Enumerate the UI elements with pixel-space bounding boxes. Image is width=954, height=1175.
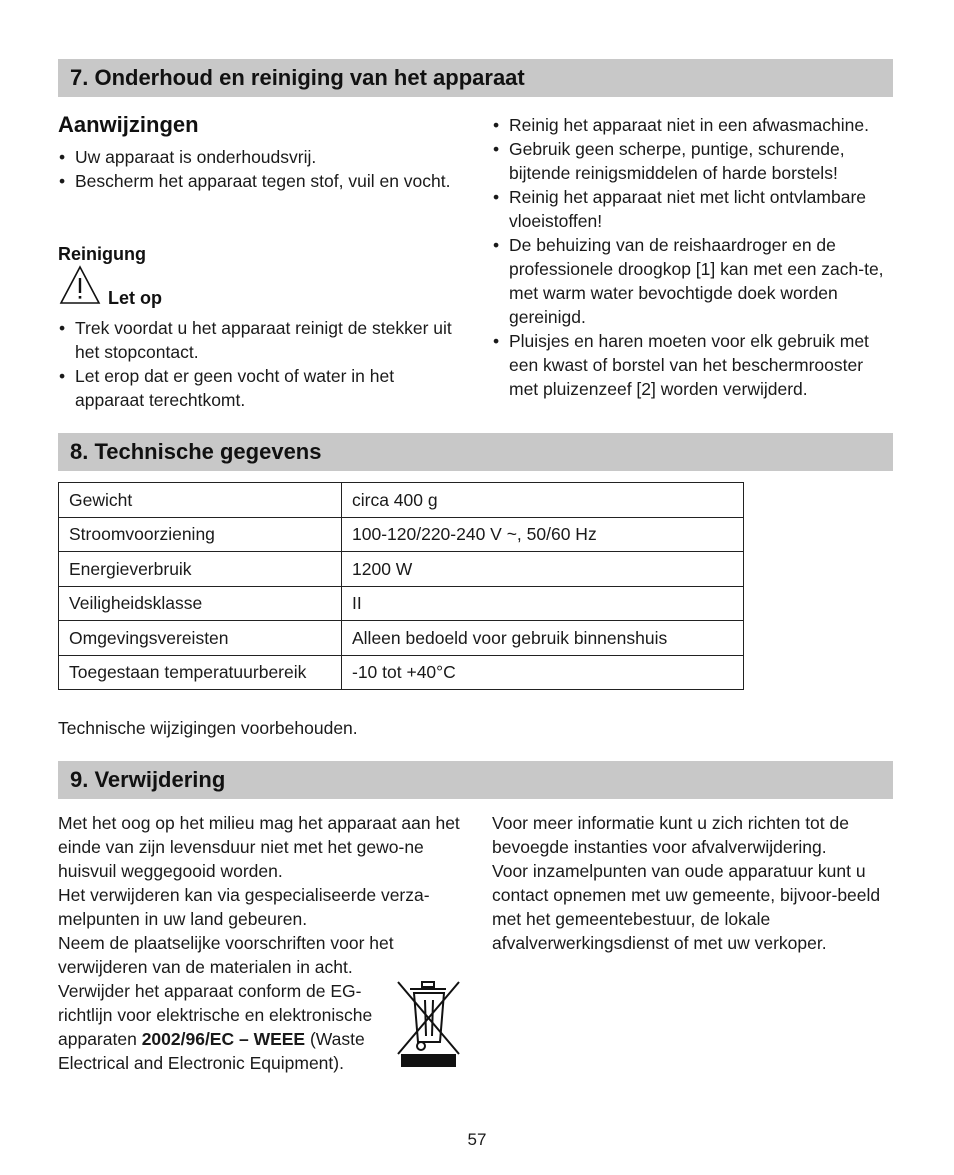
list-item: • Uw apparaat is onderhoudsvrij. [58,145,458,169]
list-item: • Gebruik geen scherpe, puntige, schurende, bijtende reinigsmiddelen of harde borstels! [492,137,896,185]
spec-label: Gewicht [59,483,342,518]
aanwijzingen-list [58,145,458,193]
list-item: • Reinig het apparaat niet in een afwasmachine. [492,113,896,137]
table-row [59,621,744,656]
warning-label: Let op [108,288,162,308]
spec-value: 1200 W [342,552,744,587]
table-row [59,517,744,552]
spec-value: -10 tot +40°C [342,655,744,690]
paragraph: Met het oog op het milieu mag het apparaat aan het einde van zijn levensduur niet met het gewo-ne huisvuil weggegooid worden. [58,813,460,881]
spec-value: 100-120/220-240 V ~, 50/60 Hz [342,517,744,552]
spec-label: Toegestaan temperatuurbereik [59,655,342,690]
crossed-out-wheelie-bin-icon [395,976,463,1070]
weee-text-end: (Waste Electrical and Electronic Equipment). [58,1029,365,1073]
spec-label: Veiligheidsklasse [59,586,342,621]
list-item: • Trek voordat u het apparaat reinigt de stekker uit het stopcontact. [58,316,458,364]
technical-note: Technische wijzigingen voorbehouden. [58,718,358,738]
cleaning-instructions-list [492,113,896,401]
spec-value: II [342,586,744,621]
spec-label: Energieverbruik [59,552,342,587]
list-item: • Let erop dat er geen vocht of water in het apparaat terechtkomt. [58,364,458,412]
section-9-title: 9. Verwijdering [58,761,893,799]
list-item: • Reinig het apparaat niet met licht ontvlambare vloeistoffen! [492,185,896,233]
list-item: • Pluisjes en haren moeten voor elk gebruik met een kwast of borstel van het beschermrooster met pluizenzeef [2] worden verwijderd. [492,329,896,401]
paragraph: Neem de plaatselijke voorschriften voor het verwijderen van de materialen in acht. [58,933,394,977]
reinigung-list [58,316,458,412]
warning-triangle-icon [58,264,102,306]
weee-text-start: Verwijder het apparaat conform de EG-richtlijn voor elektrische en elektronische apparaten [58,981,373,1049]
paragraph: Het verwijderen kan via gespecialiseerde verza-melpunten in uw land gebeuren. [58,885,430,929]
table-row [59,655,744,690]
spec-value: Alleen bedoeld voor gebruik binnenshuis [342,621,744,656]
list-item: • Bescherm het apparaat tegen stof, vuil en vocht. [58,169,458,193]
paragraph: Voor meer informatie kunt u zich richten tot de bevoegde instanties voor afvalverwijdering. [492,813,849,857]
weee-directive: 2002/96/EC – WEEE [141,1029,306,1049]
paragraph: Voor inzamelpunten van oude apparatuur kunt u contact opnemen met uw gemeente, bijvoor-beeld met het gemeentebestuur, de lokale afvalverwerkingsdienst of met uw verkoper. [492,861,881,953]
aanwijzingen-heading: Aanwijzingen [58,112,199,137]
weee-paragraph [58,979,398,1075]
list-item: • De behuizing van de reishaardroger en de professionele droogkop [1] kan met een zach-te, met warm water bevochtigde doek worden gereinigd. [492,233,896,329]
section-8-title: 8. Technische gegevens [58,433,893,471]
spec-value: circa 400 g [342,483,744,518]
disposal-text-right [492,811,898,955]
reinigung-heading: Reinigung [58,244,146,264]
spec-label: Stroomvoorziening [59,517,342,552]
technical-data-table [58,482,744,690]
section-7-title: 7. Onderhoud en reiniging van het apparaat [58,59,893,97]
table-row [59,483,744,518]
spec-label: Omgevingsvereisten [59,621,342,656]
table-row [59,552,744,587]
page-number: 57 [467,1130,487,1149]
table-row [59,586,744,621]
